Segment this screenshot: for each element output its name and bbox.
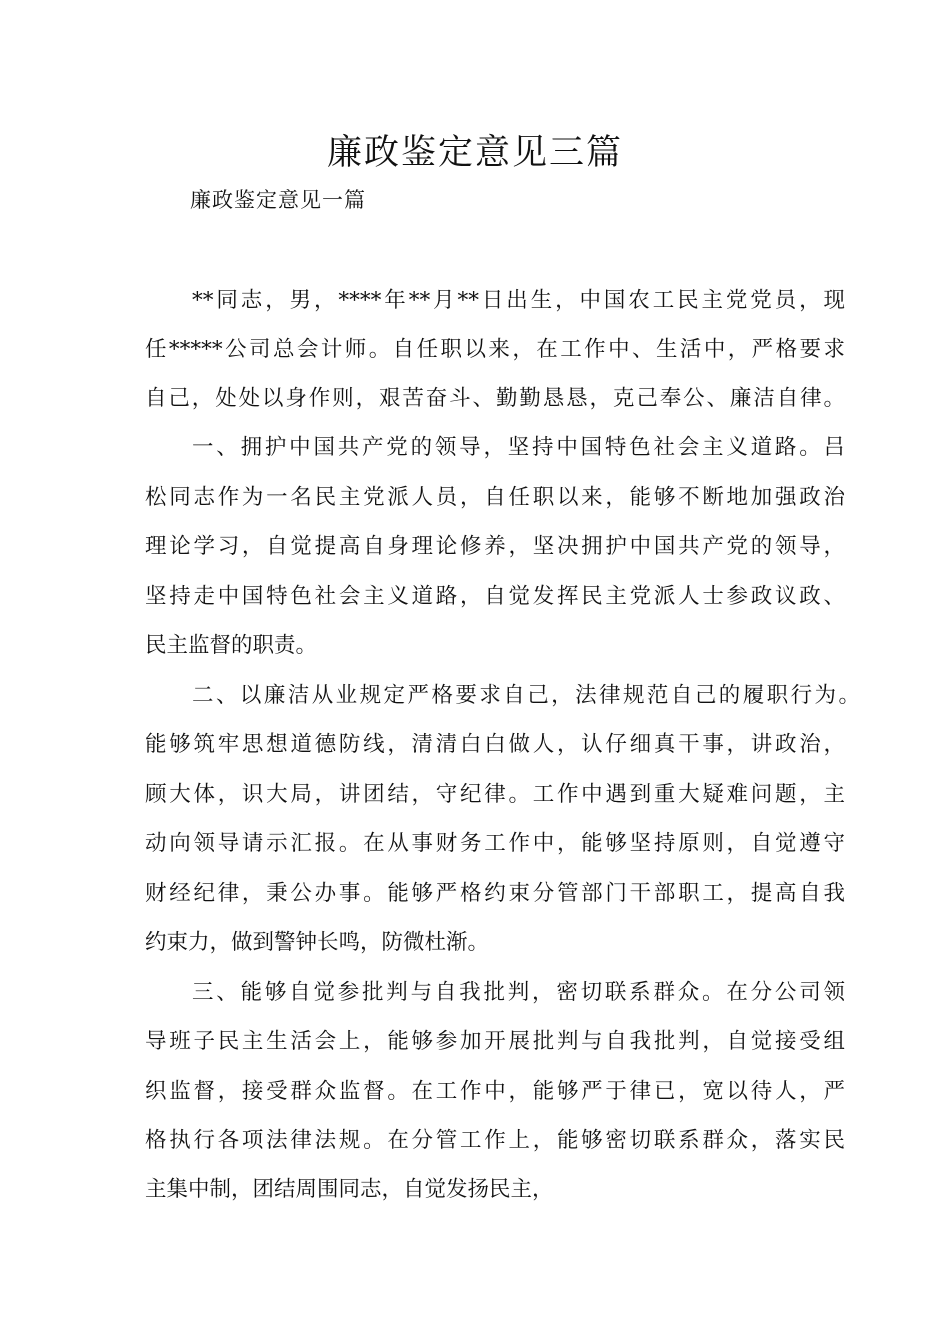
paragraph-line: 民主监督的职责。 bbox=[145, 633, 318, 658]
paragraph-line: 三、能够自觉参批判与自我批判，密切联系群众。在分公司领 bbox=[192, 980, 845, 1005]
paragraph-line: 理论学习，自觉提高自身理论修养，坚决拥护中国共产党的领导， bbox=[145, 534, 845, 559]
paragraph-line: 格执行各项法律法规。在分管工作上，能够密切联系群众，落实民 bbox=[145, 1128, 845, 1153]
paragraph-line: 导班子民主生活会上，能够参加开展批判与自我批判，自觉接受组 bbox=[145, 1029, 845, 1054]
paragraph-line: 主集中制，团结周围同志，自觉发扬民主， bbox=[145, 1177, 554, 1202]
document-subtitle: 廉政鉴定意见一篇 bbox=[190, 188, 366, 212]
paragraph-line: 松同志作为一名民主党派人员，自任职以来，能够不断地加强政治 bbox=[145, 485, 845, 510]
paragraph-line: 动向领导请示汇报。在从事财务工作中，能够坚持原则，自觉遵守 bbox=[145, 831, 845, 856]
paragraph-line: 自己，处处以身作则，艰苦奋斗、勤勤恳恳，克己奉公、廉洁自律。 bbox=[145, 386, 845, 411]
paragraph-line: **同志，男，****年**月**日出生，中国农工民主党党员，现 bbox=[192, 288, 845, 313]
document-title: 廉政鉴定意见三篇 bbox=[326, 133, 623, 173]
paragraph-line: 任*****公司总会计师。自任职以来，在工作中、生活中，严格要求 bbox=[145, 337, 845, 362]
paragraph-line: 一、拥护中国共产党的领导，坚持中国特色社会主义道路。吕 bbox=[192, 435, 845, 460]
paragraph-line: 坚持走中国特色社会主义道路，自觉发挥民主党派人士参政议政、 bbox=[145, 584, 845, 609]
paragraph-line: 二、以廉洁从业规定严格要求自己，法律规范自己的履职行为。 bbox=[192, 683, 860, 708]
paragraph-line: 能够筑牢思想道德防线，清清白白做人，认仔细真干事，讲政治， bbox=[145, 732, 845, 757]
paragraph-line: 顾大体，识大局，讲团结，守纪律。工作中遇到重大疑难问题，主 bbox=[145, 782, 845, 807]
paragraph-line: 约束力，做到警钟长鸣，防微杜渐。 bbox=[145, 930, 490, 955]
paragraph-line: 织监督，接受群众监督。在工作中，能够严于律已，宽以待人，严 bbox=[145, 1079, 845, 1104]
paragraph-line: 财经纪律，秉公办事。能够严格约束分管部门干部职工，提高自我 bbox=[145, 881, 845, 906]
